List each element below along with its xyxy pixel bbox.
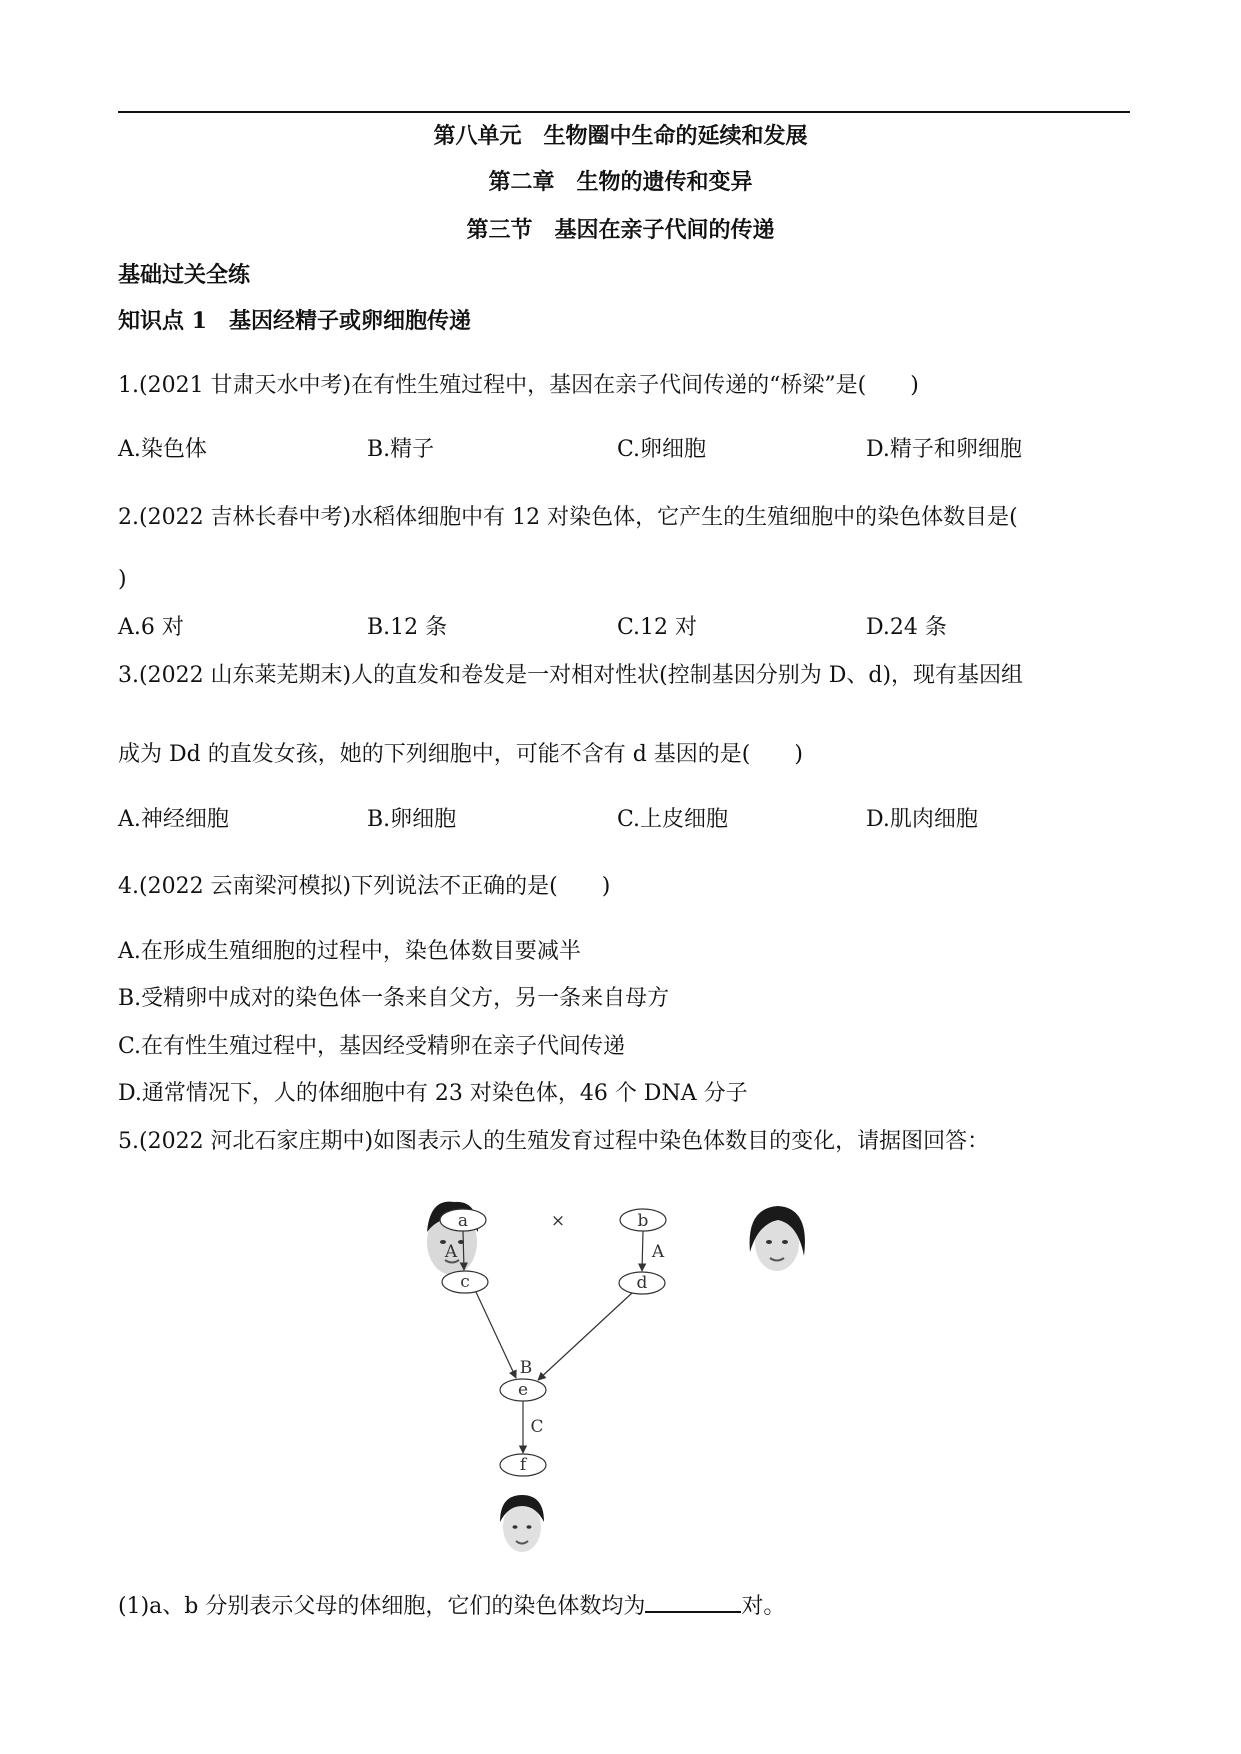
node-b-label: b [637,1211,649,1231]
question-3-option-a: A.神经细胞 [118,807,229,832]
process-label-a-left: A [444,1242,458,1262]
arrow-c-to-e [476,1292,516,1378]
process-label-b: B [519,1358,533,1378]
section-title: 第三节 基因在亲子代间的传递 [466,217,775,243]
header-rule [118,111,1130,113]
question-2-option-a: A.6 对 [118,615,184,640]
arrow-d-to-e [538,1293,632,1380]
question-2-stem-line1: 2.(2022 吉林长春中考)水稻体细胞中有 12 对染色体，它产生的生殖细胞中的染色体数目是( [118,505,1018,530]
child-face-icon [500,1495,544,1552]
node-d-label: d [636,1273,648,1293]
question-5-sub1-after: 对。 [741,1594,786,1619]
question-1-option-a: A.染色体 [118,437,207,462]
question-1-option-b: B.精子 [367,437,435,462]
process-label-a-right: A [651,1242,665,1262]
knowledge-point-heading: 知识点 1 基因经精子或卵细胞传递 [118,308,471,334]
question-4-option-a: A.在形成生殖细胞的过程中，染色体数目要减半 [118,939,581,964]
question-4-option-c: C.在有性生殖过程中，基因经受精卵在亲子代间传递 [118,1034,626,1059]
node-f-label: f [519,1455,527,1475]
question-1-stem: 1.(2021 甘肃天水中考)在有性生殖过程中，基因在亲子代间传递的“桥梁”是( ) [118,373,919,398]
question-4-stem: 4.(2022 云南梁河模拟)下列说法不正确的是( ) [118,874,611,899]
question-1-option-c: C.卵细胞 [617,437,707,462]
question-5-stem: 5.(2022 河北石家庄期中)如图表示人的生殖发育过程中染色体数目的变化，请据图回答： [118,1129,990,1154]
question-2-option-d: D.24 条 [866,615,947,640]
question-2-stem-line2: ) [118,567,127,592]
answer-blank[interactable] [645,1591,741,1613]
question-4-option-b: B.受精卵中成对的染色体一条来自父方，另一条来自母方 [118,986,670,1011]
chapter-title: 第二章 生物的遗传和变异 [488,169,753,195]
cross-symbol: × [550,1211,566,1231]
question-3-stem-line2: 成为 Dd 的直发女孩，她的下列细胞中，可能不含有 d 基因的是( ) [118,742,803,767]
question-3-option-b: B.卵细胞 [367,807,457,832]
question-2-option-b: B.12 条 [367,615,448,640]
section-label: 基础过关全练 [118,262,251,288]
node-a-label: a [457,1211,469,1231]
process-label-c: C [530,1417,544,1437]
question-3-stem-line1: 3.(2022 山东莱芜期末)人的直发和卷发是一对相对性状(控制基因分别为 D、d)，现有基因组 [118,663,1024,688]
arrow-b-to-d [642,1231,643,1271]
chromosome-inheritance-diagram [420,1180,840,1580]
question-5-sub1-before: (1)a、b 分别表示父母的体细胞，它们的染色体数均为 [118,1594,646,1619]
question-5-sub1 [118,1591,785,1621]
question-1-option-d: D.精子和卵细胞 [866,437,1022,462]
question-4-option-d: D.通常情况下，人的体细胞中有 23 对染色体，46 个 DNA 分子 [118,1081,748,1106]
question-2-option-c: C.12 对 [617,615,698,640]
unit-title: 第八单元 生物圈中生命的延续和发展 [433,123,808,149]
question-3-option-c: C.上皮细胞 [617,807,729,832]
mother-face-icon [750,1206,805,1271]
node-e-label: e [517,1380,529,1400]
question-3-option-d: D.肌肉细胞 [866,807,978,832]
node-c-label: c [460,1272,470,1292]
